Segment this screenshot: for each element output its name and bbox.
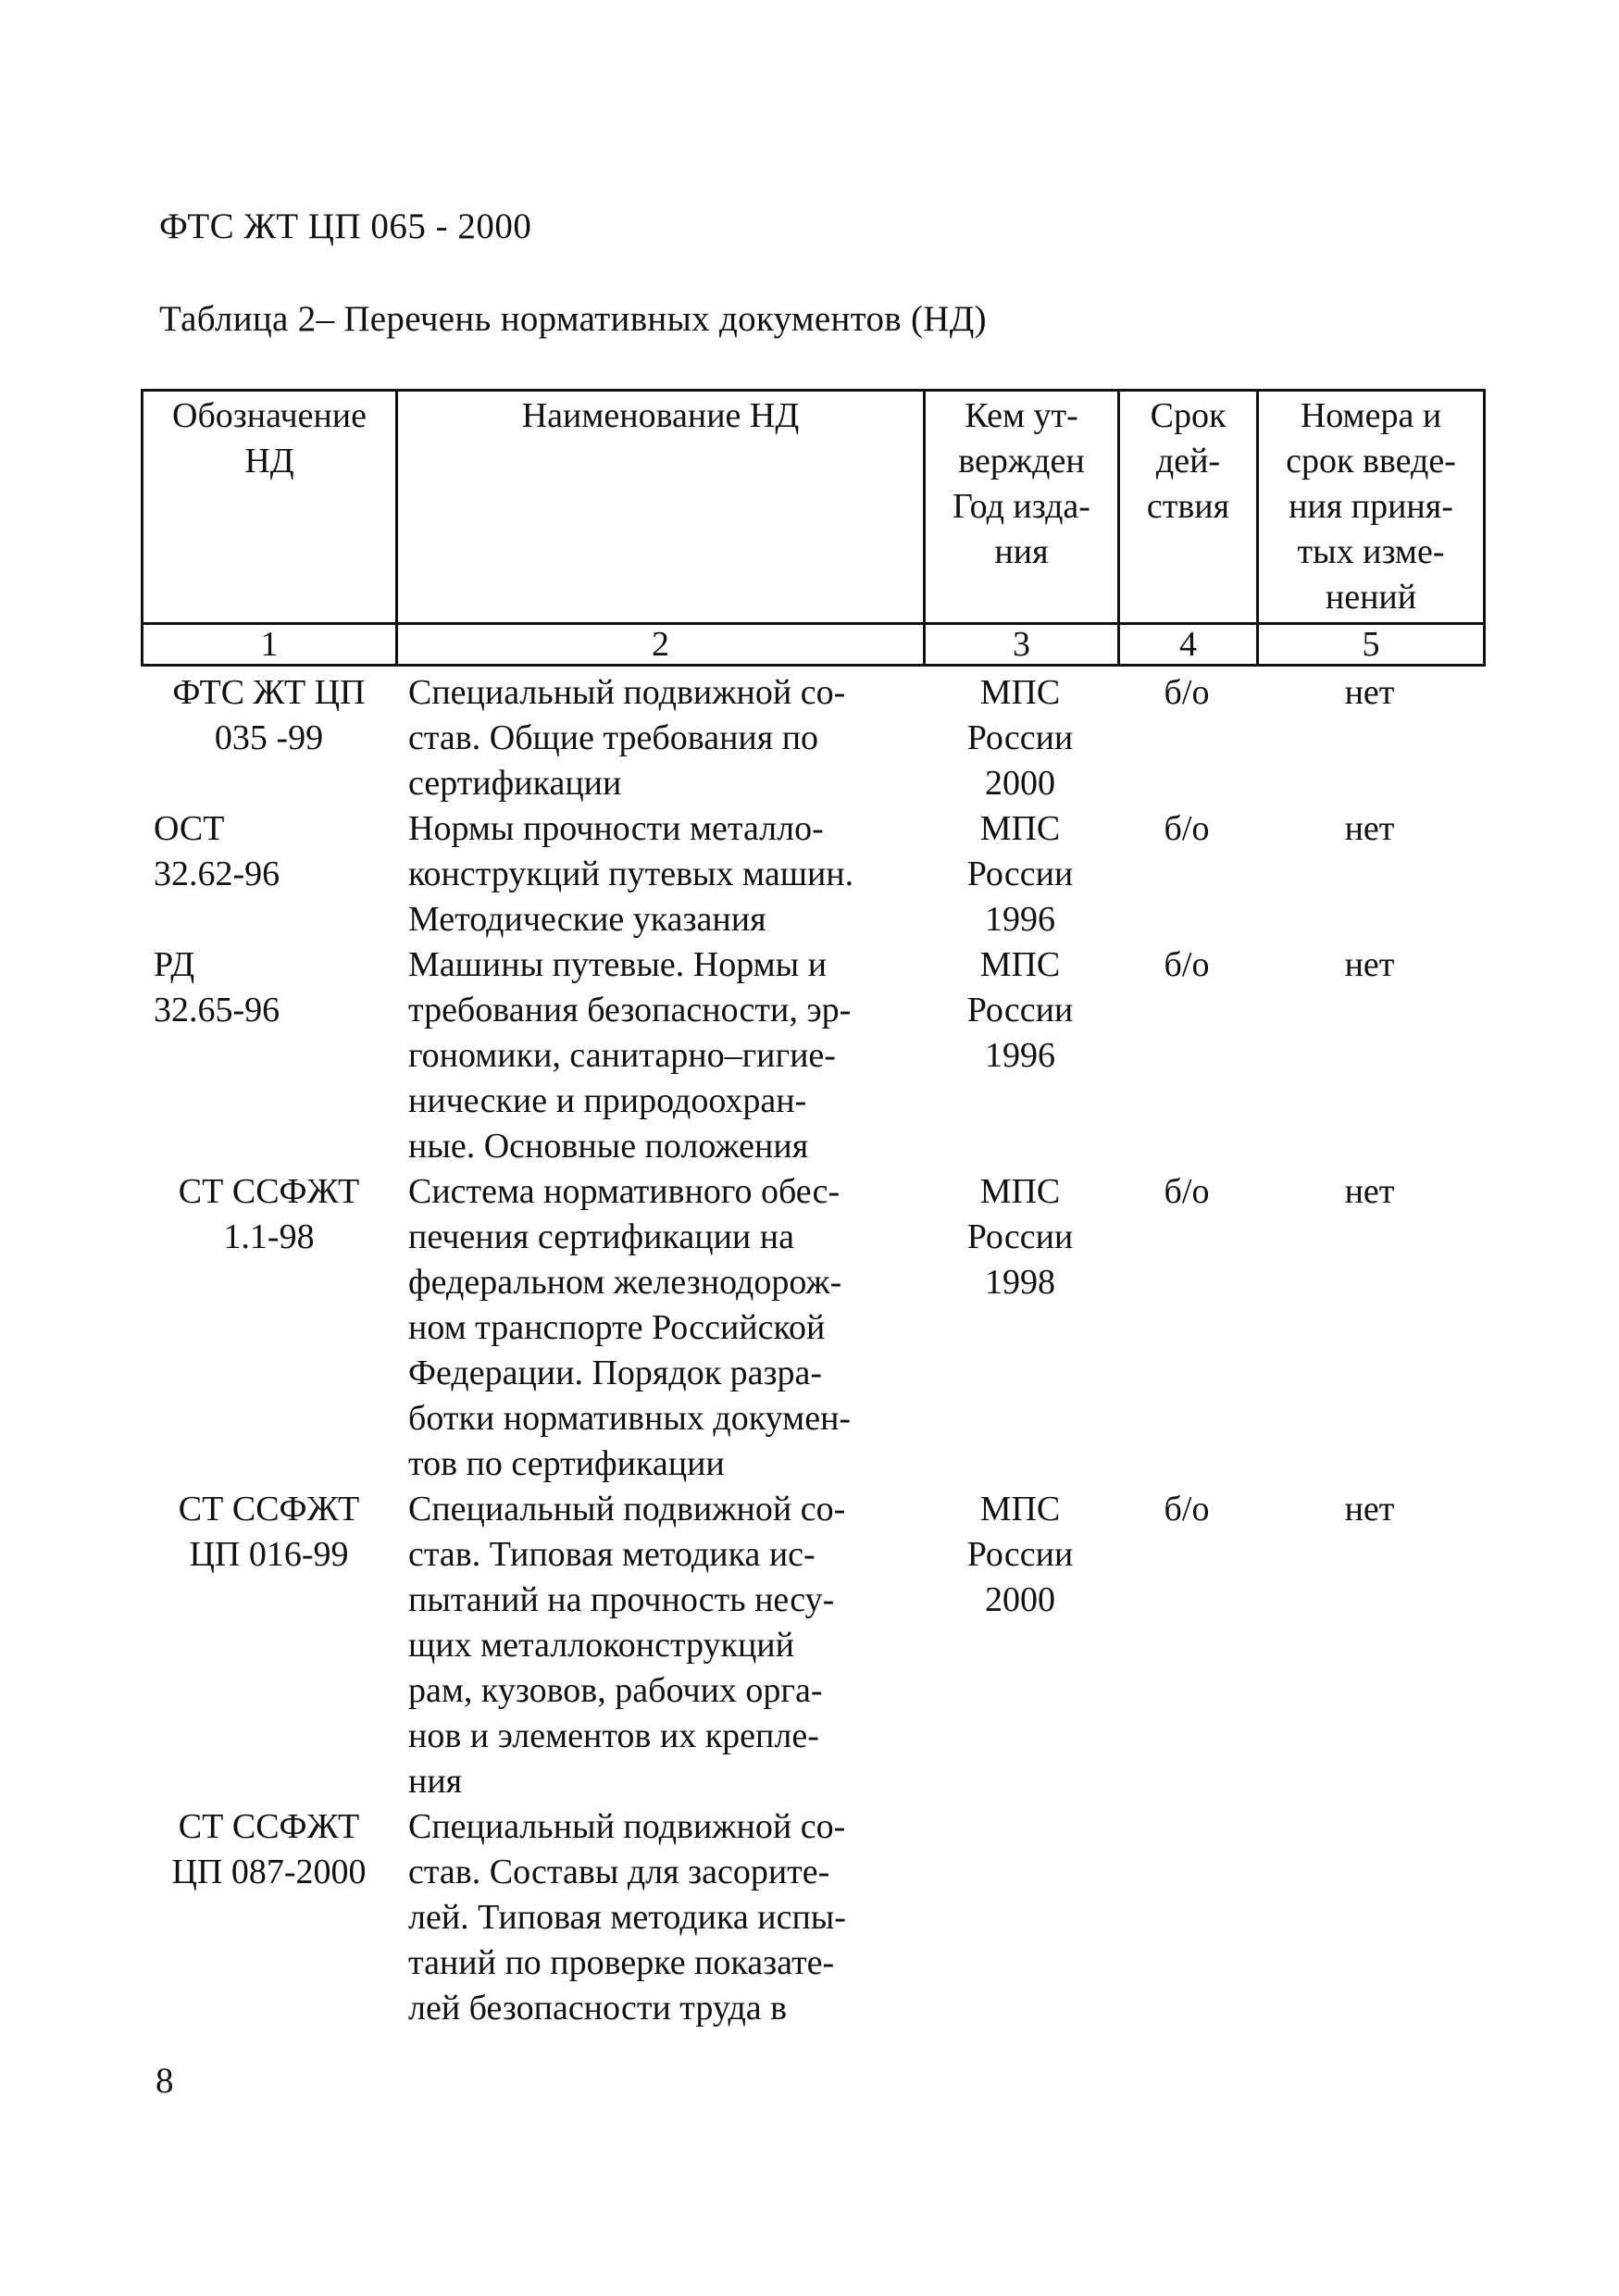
header-row (143, 391, 1485, 624)
col-header-changes: Номера и срок введе- ния приня- тых изме- нений (1258, 391, 1485, 624)
col-number: 1 (143, 624, 397, 666)
cell-changes: нет (1344, 1490, 1395, 1529)
cell-designation: СТ ССФЖТ ЦП 016-99 (178, 1490, 360, 1574)
table-row (141, 1487, 1483, 1804)
cell-approved: МПС России 2000 (966, 1490, 1074, 1619)
table-row (141, 1804, 1483, 2031)
cell-approved (923, 1804, 1117, 2031)
document-code: ФТС ЖТ ЦП 065 - 2000 (159, 206, 532, 246)
col-number: 4 (1119, 624, 1258, 666)
cell-name: Машины путевые. Нормы и требования безопасности, эр- гономики, санитарно–гигие- нические и природоохран- ные. Основные положения (408, 945, 852, 1166)
cell-approved: МПС России 1996 (966, 809, 1074, 939)
cell-designation: СТ ССФЖТ ЦП 087-2000 (171, 1807, 367, 1891)
col-number: 5 (1258, 624, 1485, 666)
cell-changes: нет (1344, 673, 1395, 712)
cell-term: б/о (1164, 673, 1210, 712)
cell-changes: нет (1344, 945, 1395, 984)
table-body (141, 670, 1483, 2031)
page-number: 8 (156, 2061, 174, 2101)
cell-designation: СТ ССФЖТ 1.1-98 (178, 1172, 360, 1256)
cell-term: б/о (1164, 945, 1210, 984)
cell-term: б/о (1164, 1490, 1210, 1529)
cell-changes: нет (1344, 809, 1395, 848)
col-header-approved: Кем ут- вержден Год изда- ния (925, 391, 1119, 624)
cell-designation: РД 32.65-96 (154, 945, 280, 1029)
col-header-designation: Обозначение НД (143, 391, 397, 624)
table-row (141, 942, 1483, 1169)
col-header-term: Срок дей- ствия (1119, 391, 1258, 624)
column-number-row (143, 624, 1485, 666)
cell-term: б/о (1164, 1172, 1210, 1211)
col-header-name: Наименование НД (397, 391, 925, 624)
cell-approved: МПС России 1998 (966, 1172, 1074, 1302)
cell-designation: ФТС ЖТ ЦП 035 -99 (172, 673, 366, 757)
cell-designation: ОСТ 32.62-96 (154, 809, 280, 893)
cell-term: б/о (1164, 809, 1210, 848)
cell-approved: МПС России 2000 (966, 673, 1074, 803)
cell-changes (1256, 1804, 1483, 2031)
table-caption: Таблица 2– Перечень нормативных документов (НД) (159, 299, 987, 339)
cell-approved: МПС России 1996 (966, 945, 1074, 1075)
cell-term (1117, 1804, 1256, 2031)
cell-name: Нормы прочности металло- конструкций путевых машин. Методические указания (408, 809, 854, 939)
cell-name: Система нормативного обес- печения сертификации на федеральном железнодорож- ном транспорте Российской Федерации. Порядок разра- ботки нормативных докумен- тов по сертификации (408, 1172, 852, 1483)
cell-name: Специальный подвижной со- став. Типовая методика ис- пытаний на прочность несу- щих металлоконструкций рам, кузовов, рабочих орга- нов и элементов их крепле- ния (408, 1490, 846, 1801)
cell-changes: нет (1344, 1172, 1395, 1211)
col-number: 2 (397, 624, 925, 666)
table-row (141, 670, 1483, 806)
table-row (141, 806, 1483, 942)
col-number: 3 (925, 624, 1119, 666)
cell-name: Специальный подвижной со- став. Общие требования по сертификации (408, 673, 846, 803)
table-row (141, 1169, 1483, 1487)
cell-name: Специальный подвижной со- став. Составы для засорите- лей. Типовая методика испы- таний по проверке показате- лей безопасности труда в (408, 1807, 846, 2028)
table-header (141, 389, 1486, 667)
